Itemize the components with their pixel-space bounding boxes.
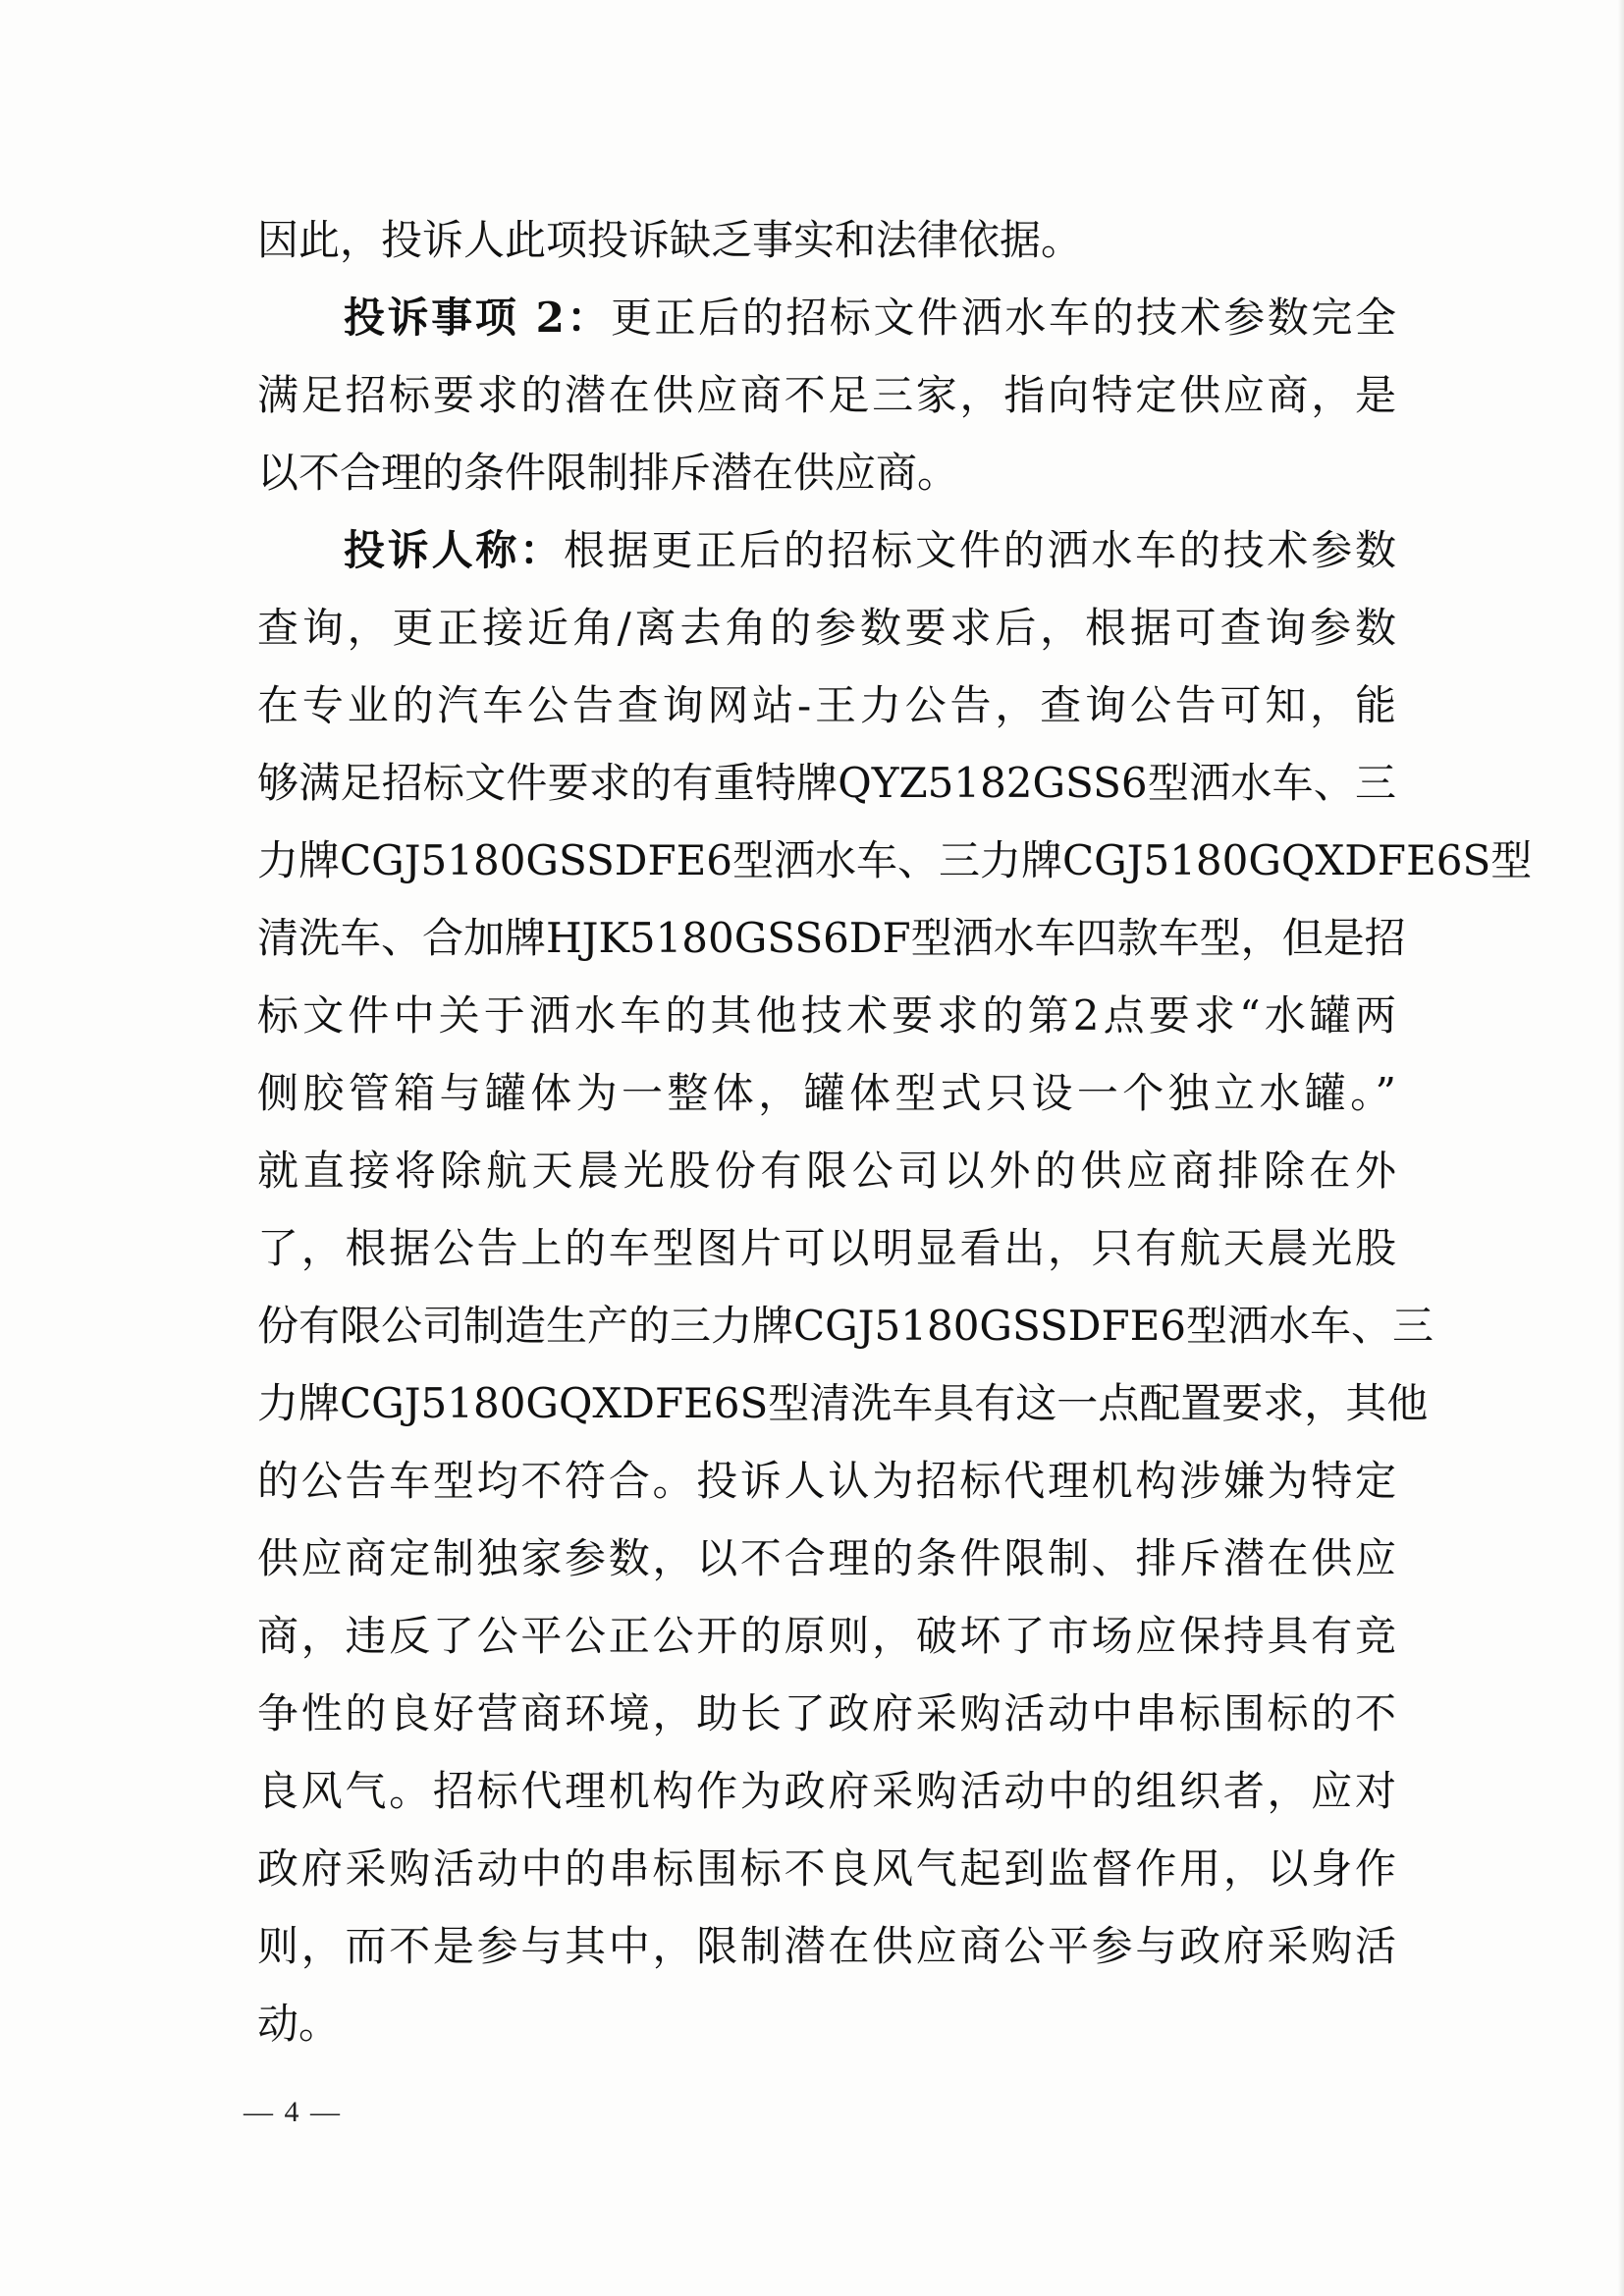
paragraph-3-line-20	[257, 1985, 1396, 2062]
section-heading-complaint-item-2: 投诉事项 2：	[344, 294, 611, 342]
text-line: 更正后的招标文件洒水车的技术参数完全	[610, 294, 1396, 342]
paragraph-2-line-3	[257, 434, 1396, 511]
text-line: 力牌CGJ5180GQXDFE6S型清洗车具有这一点配置要求，其他	[257, 1379, 1429, 1427]
text-line: 争性的良好营商环境，助长了政府采购活动中串标围标的不	[257, 1689, 1396, 1737]
text-line: 侧胶管箱与罐体为一整体，罐体型式只设一个独立水罐。”	[257, 1069, 1396, 1117]
text-line: 良风气。招标代理机构作为政府采购活动中的组织者，应对	[257, 1767, 1396, 1815]
paragraph-3-line-4	[257, 744, 1396, 822]
paragraph-3-line-17	[257, 1752, 1396, 1830]
text-line: 满足招标要求的潜在供应商不足三家，指向特定供应商，是	[257, 371, 1396, 419]
text-line: 供应商定制独家参数，以不合理的条件限制、排斥潜在供应	[257, 1534, 1396, 1582]
paragraph-3-line-8	[257, 1054, 1396, 1132]
paragraph-3-line-19	[257, 1907, 1396, 1985]
paragraph-3-line-14	[257, 1520, 1396, 1597]
text-line: 政府采购活动中的串标围标不良风气起到监督作用，以身作	[257, 1844, 1396, 1893]
paragraph-3-line-10	[257, 1209, 1396, 1287]
text-line: 清洗车、合加牌HJK5180GSS6DF型洒水车四款车型，但是招	[257, 914, 1406, 962]
paragraph-3-line-18	[257, 1830, 1396, 1907]
section-heading-complainant-states: 投诉人称：	[344, 526, 564, 574]
paragraph-3-line-15	[257, 1597, 1396, 1675]
text-line: 标文件中关于洒水车的其他技术要求的第2点要求“水罐两	[257, 991, 1396, 1040]
paragraph-1-line-1	[257, 201, 1396, 279]
text-line: 够满足招标文件要求的有重特牌QYZ5182GSS6型洒水车、三	[257, 759, 1396, 807]
page-number: — 4 —	[244, 2096, 342, 2128]
paragraph-3-line-9	[257, 1132, 1396, 1209]
text-line: 根据更正后的招标文件的洒水车的技术参数	[563, 526, 1396, 574]
text-line: 的公告车型均不符合。投诉人认为招标代理机构涉嫌为特定	[257, 1457, 1396, 1505]
paragraph-3-line-2	[257, 589, 1396, 667]
scan-edge-shadow	[1618, 0, 1624, 2296]
paragraph-3-line-12	[257, 1364, 1429, 1442]
text-line: 商，违反了公平公正公开的原则，破坏了市场应保持具有竞	[257, 1612, 1396, 1660]
body-text	[257, 201, 1533, 2062]
text-line: 就直接将除航天晨光股份有限公司以外的供应商排除在外	[257, 1147, 1396, 1195]
paragraph-3-line-7	[257, 977, 1396, 1054]
paragraph-2-line-2	[257, 356, 1396, 434]
paragraph-3-line-3	[257, 667, 1396, 744]
paragraph-3-line-5	[257, 822, 1533, 899]
text-line: 了，根据公告上的车型图片可以明显看出，只有航天晨光股	[257, 1224, 1396, 1272]
paragraph-2-line-1	[257, 279, 1396, 356]
text-line: 查询，更正接近角/离去角的参数要求后，根据可查询参数	[257, 604, 1396, 652]
text-line: 动。	[257, 2000, 341, 2048]
text-line: 以不合理的条件限制排斥潜在供应商。	[257, 449, 959, 497]
text-line: 份有限公司制造生产的三力牌CGJ5180GSSDFE6型洒水车、三	[257, 1302, 1434, 1350]
text-line: 则，而不是参与其中，限制潜在供应商公平参与政府采购活	[257, 1922, 1396, 1970]
text-line: 在专业的汽车公告查询网站-王力公告，查询公告可知，能	[257, 681, 1396, 729]
paragraph-3-line-11	[257, 1287, 1434, 1364]
text-line: 力牌CGJ5180GSSDFE6型洒水车、三力牌CGJ5180GQXDFE6S型	[257, 836, 1533, 884]
paragraph-3-line-6	[257, 899, 1406, 977]
paragraph-3-line-16	[257, 1675, 1396, 1752]
paragraph-3-line-13	[257, 1442, 1396, 1520]
paragraph-3-line-1	[257, 511, 1396, 589]
text-line: 因此，投诉人此项投诉缺乏事实和法律依据。	[257, 216, 1083, 264]
